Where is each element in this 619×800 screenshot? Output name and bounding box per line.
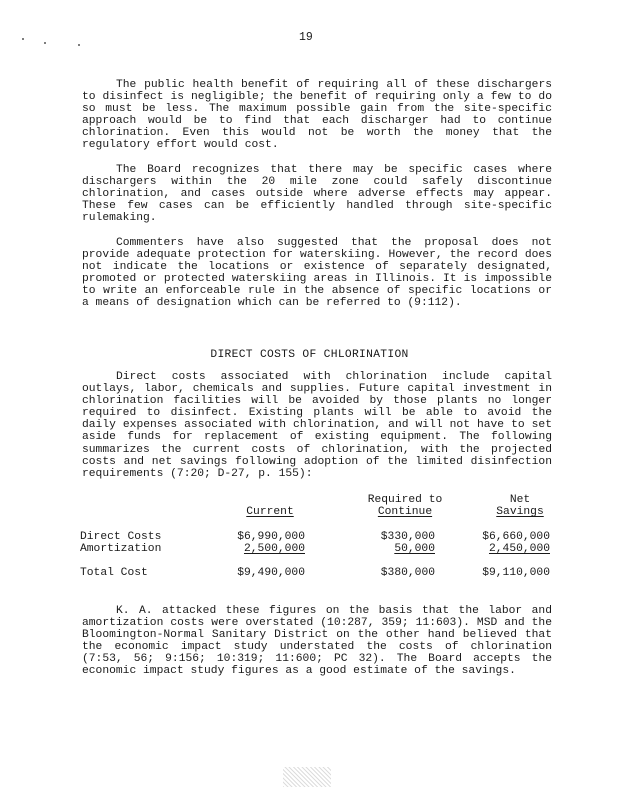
total-current: $9,490,000 — [237, 567, 305, 579]
paragraph-public-health: The public health benefit of requiring all of these dischargers to disinfect is negligible; the benefit of requiring only a few to do so must be less. The maximum possible gain from the site-specific approach would be to find that each discharger had to continue chlorination. Even this would not be worth the money that the regulatory effort would cost. — [82, 79, 552, 152]
paragraph-waterskiing: Commenters have also suggested that the proposal does not provide adequate protection for waterskiing. However, the record does not indicate the locations or existence of separately designated, promoted or protected waterskiing areas in Illinois. It is impossible to write an enforceable rule in the absence of specific locations or a means of designation which can be referred to (9:112). — [82, 237, 552, 310]
total-label: Total Cost — [80, 567, 148, 579]
paragraph-direct-costs: Direct costs associated with chlorination include capital outlays, labor, chemicals and supplies. Future capital investment in chlorination facilities will be avoided by those plants no longer required to disinfect. Existing plants will be able to avoid the daily expenses associated with chlorination, and will not have to set aside funds for replacement of existing equipment. The following summarizes the current costs of chlorination, with the projected costs and net savings following adoption of the limited disinfection requirements (7:20; D-27, p. 155): — [82, 371, 552, 480]
scan-speck — [22, 38, 24, 40]
cell-required: $330,000 — [380, 531, 435, 543]
cell-required: 50,000 — [394, 543, 435, 555]
section-heading: DIRECT COSTS OF CHLORINATION — [210, 349, 409, 361]
table-header-row-2 — [80, 506, 560, 519]
scan-smudge — [283, 767, 331, 787]
header-net-line2: Savings — [496, 506, 544, 518]
row-label: Direct Costs — [80, 531, 162, 543]
paragraph-board-recognizes: The Board recognizes that there may be specific cases where dischargers within the 20 mile zone could safely discontinue chlorination, and cases outside where adverse effects may appear. These few cases can be efficiently handled through site-specific rulemaking. — [82, 164, 552, 225]
total-required: $380,000 — [380, 567, 435, 579]
cell-current: $6,990,000 — [237, 531, 305, 543]
total-net: $9,110,000 — [482, 567, 550, 579]
header-required-line1: Required to — [367, 494, 443, 506]
page-number: 19 — [299, 31, 313, 44]
cell-current: 2,500,000 — [243, 543, 305, 555]
paragraph-ka-attacked: K. A. attacked these figures on the basis that the labor and amortization costs were overstated (10:287, 359; 11:603). MSD and the Bloomington-Normal Sanitary District on the other hand believed that the economic impact study understated the costs of chlorination (7:53, 56; 9:156; 10:319; 11:600; PC 32). The Board accepts the economic impact study figures as a good estimate of the savings. — [82, 605, 552, 678]
scan-speck — [44, 42, 46, 44]
header-net-line1: Net — [509, 494, 531, 506]
row-label: Amortization — [80, 543, 162, 555]
header-current: Current — [246, 506, 294, 518]
scan-speck — [78, 44, 80, 46]
table-total-row — [80, 567, 560, 580]
table-row — [80, 543, 560, 556]
header-required-line2: Continue — [377, 506, 433, 518]
cell-net: 2,450,000 — [488, 543, 550, 555]
cell-net: $6,660,000 — [482, 531, 550, 543]
